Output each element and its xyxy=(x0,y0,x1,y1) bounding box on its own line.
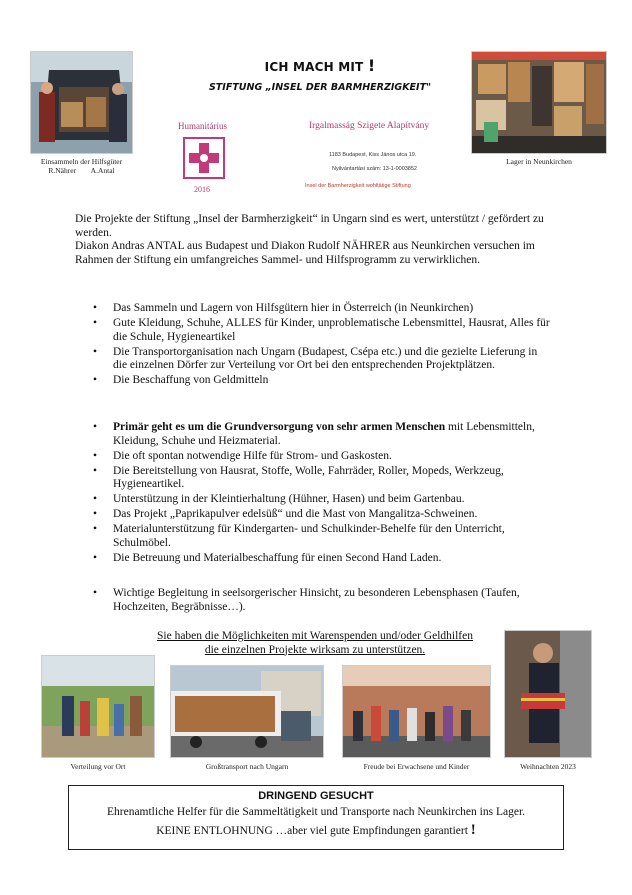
cross-logo-graphic xyxy=(185,139,223,177)
list-item xyxy=(93,421,553,448)
intro-text xyxy=(75,213,545,267)
gallery-photo-transport xyxy=(170,665,324,758)
support-callout xyxy=(120,630,510,657)
org-name: Irgalmasság Szigete Alapítvány xyxy=(309,121,430,131)
list-item: • Unterstützung in der Kleintierhaltung (Hühner, Hasen) und beim Gartenbau. xyxy=(93,493,553,507)
christmas-photo-illustration xyxy=(505,631,592,758)
distribution-photo-illustration xyxy=(42,656,155,758)
gallery-caption-4: Weihnachten 2023 xyxy=(520,762,576,771)
support-callout-line-1: Sie haben die Möglichkeiten mit Warenspenden und/oder Geldhilfen xyxy=(157,630,473,642)
bullet-list-pastoral xyxy=(93,587,553,616)
gallery-caption-1: Verteilung vor Ort xyxy=(70,762,126,771)
van-photo-illustration xyxy=(31,52,133,154)
logo-word-humanitarius: Humanitárius xyxy=(178,121,227,131)
photo-right-caption: Lager in Neunkirchen xyxy=(506,157,572,166)
list-item: • Wichtige Begleitung in seelsorgerischer Hinsicht, zu besonderen Lebensphasen (Taufen, Hochzeiten, Begräbnisse…). xyxy=(93,587,553,614)
list-item: • Das Projekt „Paprikapulver edelsüß“ und die Mast von Mangalitza-Schweinen. xyxy=(93,508,553,522)
banner-exclamation: ! xyxy=(470,822,476,838)
list-item: • Die Beschaffung von Geldmitteln xyxy=(93,374,553,388)
truck-photo-illustration xyxy=(171,666,324,758)
banner-title: DRINGEND GESUCHT xyxy=(258,790,374,802)
support-callout-line-2: die einzelnen Projekte wirksam zu unterstützen. xyxy=(204,643,426,656)
page-title-text: ICH MACH MIT xyxy=(264,60,364,74)
warehouse-photo-illustration xyxy=(472,52,607,154)
intro-paragraph-2: Diakon Andras ANTAL aus Budapest und Diakon Rudolf NÄHRER aus Neunkirchen versuchen im Rahmen der Stiftung ein umfangreiches Sammel- und Hilfsprogramm zu verwirklichen. xyxy=(75,240,535,266)
list-item: • Gute Kleidung, Schuhe, ALLES für Kinder, unproblematische Lebensmittel, Hausrat, Alles für die Schule, Hygieneartikel xyxy=(93,317,553,344)
banner-line-2-text: KEINE ENTLOHNUNG …aber viel gute Empfindungen garantiert xyxy=(156,825,468,837)
org-address: 1183 Budapest, Kiss János utca 19. xyxy=(329,152,417,158)
page-title-exclamation: ! xyxy=(367,56,376,75)
intro-paragraph-1: Die Projekte der Stiftung „Insel der Barmherzigkeit“ in Ungarn sind es wert, unterstützt / gefördert zu werden. xyxy=(75,213,544,239)
list-item: • Die oft spontan notwendige Hilfe für Strom- und Gaskosten. xyxy=(93,450,553,464)
list-item-bold: Primär geht es um die Grundversorgung von sehr armen Menschen xyxy=(113,421,446,433)
photo-left-caption-line-2: R.Nährer A.Antal xyxy=(48,166,115,175)
banner-line-1: Ehrenamtliche Helfer für die Sammeltätigkeit und Transporte nach Neunkirchen ins Lager. xyxy=(106,806,526,818)
urgent-banner xyxy=(68,785,564,850)
group-photo-illustration xyxy=(343,666,491,758)
cross-logo-icon xyxy=(183,137,225,179)
gallery-photo-distribution xyxy=(41,655,155,758)
bullet-list-support xyxy=(93,421,553,567)
list-item: • Das Sammeln und Lagern von Hilfsgütern hier in Österreich (in Neunkirchen) xyxy=(93,302,553,316)
page-title xyxy=(255,56,385,75)
list-item-rest: mit Lebensmitteln, Kleidung, Schuhe und Heizmaterial. xyxy=(113,421,535,447)
page-subtitle: STIFTUNG „INSEL DER BARMHERZIGKEIT" xyxy=(208,82,432,93)
gallery-caption-3: Freude bei Erwachsene und Kinder xyxy=(363,762,470,771)
photo-left-caption xyxy=(25,157,138,175)
photo-warehouse xyxy=(471,51,607,154)
photo-left-caption-line-1: Einsammeln der Hilfsgüter xyxy=(40,157,123,166)
org-tagline: Insel der Barmherzigkeit wohltätige Stiftung xyxy=(305,183,411,189)
list-item: • Die Transportorganisation nach Ungarn (Budapest, Csépa etc.) und die gezielte Lieferung in die einzelnen Dörfer zur Verteilung vor Ort bei den entsprechenden Projektplätzen. xyxy=(93,346,553,373)
gallery-photo-christmas xyxy=(504,630,592,758)
bullet-list-collection xyxy=(93,302,553,389)
list-item: • Die Betreuung und Materialbeschaffung für einen Second Hand Laden. xyxy=(93,552,553,566)
photo-collecting-goods xyxy=(30,51,133,154)
gallery-caption-2: Großtransport nach Ungarn xyxy=(205,762,289,771)
list-item: • Die Bereitstellung von Hausrat, Stoffe, Wolle, Fahrräder, Roller, Mopeds, Werkzeug, Hygieneartikel. xyxy=(93,465,553,492)
list-item: • Materialunterstützung für Kindergarten- und Schulkinder-Behelfe für den Unterricht, Schulmöbel. xyxy=(93,523,553,550)
gallery-photo-joy xyxy=(342,665,491,758)
logo-year: 2016 xyxy=(194,185,210,194)
banner-line-2 xyxy=(69,822,563,839)
org-registry: Nyilvántartási szám: 13-1-0003852 xyxy=(332,166,417,172)
